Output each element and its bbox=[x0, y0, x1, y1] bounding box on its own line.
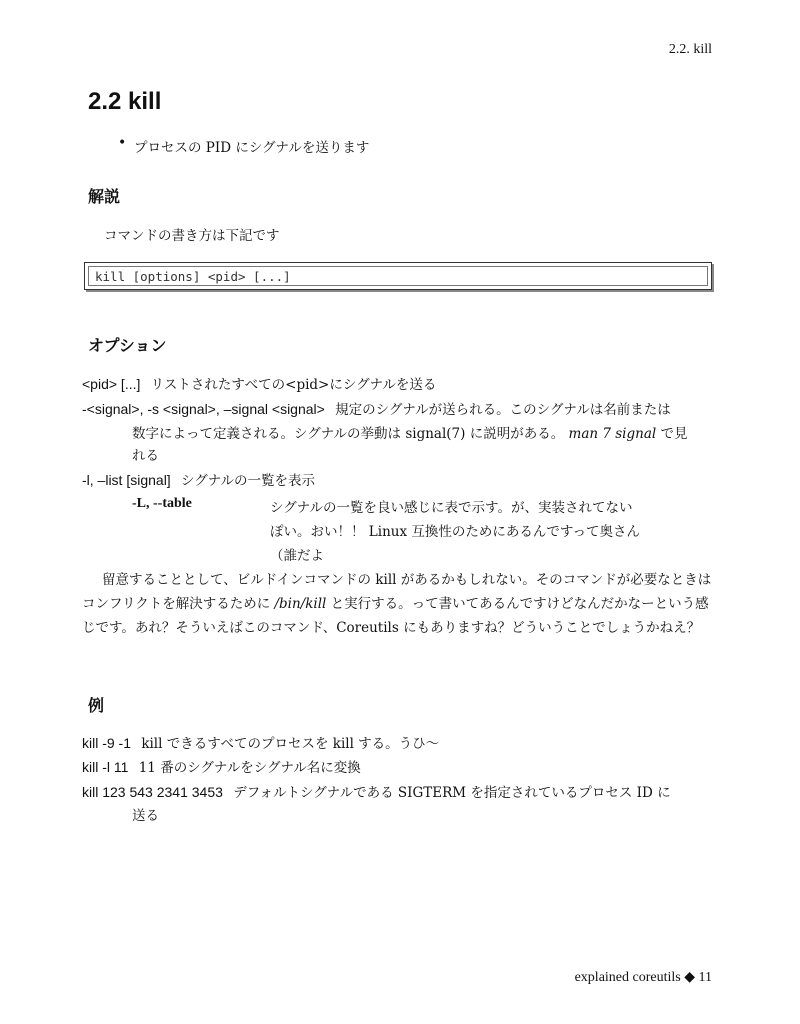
desc-line: （誰だよ bbox=[270, 548, 324, 564]
path-text: /bin/kill bbox=[274, 596, 327, 612]
option-term: -l, –list [signal] bbox=[82, 472, 171, 488]
description-lead: コマンドの書き方は下記です bbox=[104, 228, 280, 244]
desc-line: シグナルの一覧を良い感じに表で示す。が、実装されてない bbox=[270, 500, 633, 516]
examples-heading: 例 bbox=[88, 696, 105, 715]
table-option-term: -L, --table bbox=[132, 496, 192, 511]
option-desc: で見 bbox=[660, 426, 688, 442]
options-heading: オプション bbox=[88, 336, 167, 355]
option-term: -<signal>, -s <signal>, –signal <signal> bbox=[82, 401, 325, 417]
example-desc: デフォルトシグナルである SIGTERM を指定されているプロセス ID に bbox=[233, 785, 671, 801]
syntax-code: kill [options] <pid> [...] bbox=[88, 266, 708, 286]
example-desc: 11 番のシグナルをシグナル名に変換 bbox=[138, 760, 361, 776]
example-desc: kill できるすべてのプロセスを kill する。うひ～ bbox=[141, 736, 440, 752]
table-option-desc bbox=[270, 496, 690, 568]
option-desc: リストされたすべての<pid>にシグナルを送る bbox=[150, 377, 437, 393]
option-desc: 規定のシグナルが送られる。このシグナルは名前または bbox=[335, 402, 671, 418]
example-desc-cont: 送る bbox=[132, 808, 159, 824]
man-page-ref: man 7 signal bbox=[568, 426, 657, 442]
option-pid bbox=[82, 374, 436, 395]
running-header: 2.2. kill bbox=[668, 42, 712, 57]
option-signal bbox=[82, 399, 671, 420]
example-command: kill -9 -1 bbox=[82, 735, 132, 751]
description-heading: 解説 bbox=[88, 187, 121, 206]
page-number: 11 bbox=[698, 970, 712, 985]
option-desc: シグナルの一覧を表示 bbox=[181, 473, 316, 489]
option-term: <pid> [...] bbox=[82, 376, 141, 392]
option-list bbox=[82, 470, 315, 491]
note-text: と実行する。って書いてあるんですけどなんだかなーという感じです。あれ？そういえばこのコマンド、Coreutils にもありますね？どういうことでしょうかねえ？ bbox=[82, 596, 709, 636]
book-title: explained coreutils bbox=[574, 970, 681, 985]
example-command: kill 123 543 2341 3453 bbox=[82, 784, 223, 800]
section-title: 2.2 kill bbox=[88, 88, 162, 115]
diamond-icon: ◆ bbox=[684, 970, 696, 985]
example-command: kill -l 11 bbox=[82, 759, 129, 775]
list-item: • プロセスの PID にシグナルを送ります bbox=[118, 136, 369, 156]
option-signal-cont2: れる bbox=[132, 448, 159, 464]
option-desc: 数字によって定義される。シグナルの挙動は signal(7) に説明がある。 bbox=[132, 426, 565, 442]
desc-line: ぽい。おい！！ Linux 互換性のためにあるんですって奥さん bbox=[270, 524, 641, 540]
summary-bullet-list bbox=[118, 136, 369, 156]
example-item bbox=[82, 757, 361, 778]
example-item bbox=[82, 733, 439, 754]
example-item bbox=[82, 782, 671, 803]
option-signal-cont bbox=[132, 424, 687, 444]
syntax-code-box bbox=[84, 262, 712, 290]
page-footer bbox=[575, 969, 712, 986]
note-text: 留意することとして、ビルドインコマンドの kill があるかもしれない。そのコマンドが必要なときはコンフリクトを解決するために bbox=[82, 572, 712, 612]
note-paragraph bbox=[82, 568, 714, 640]
